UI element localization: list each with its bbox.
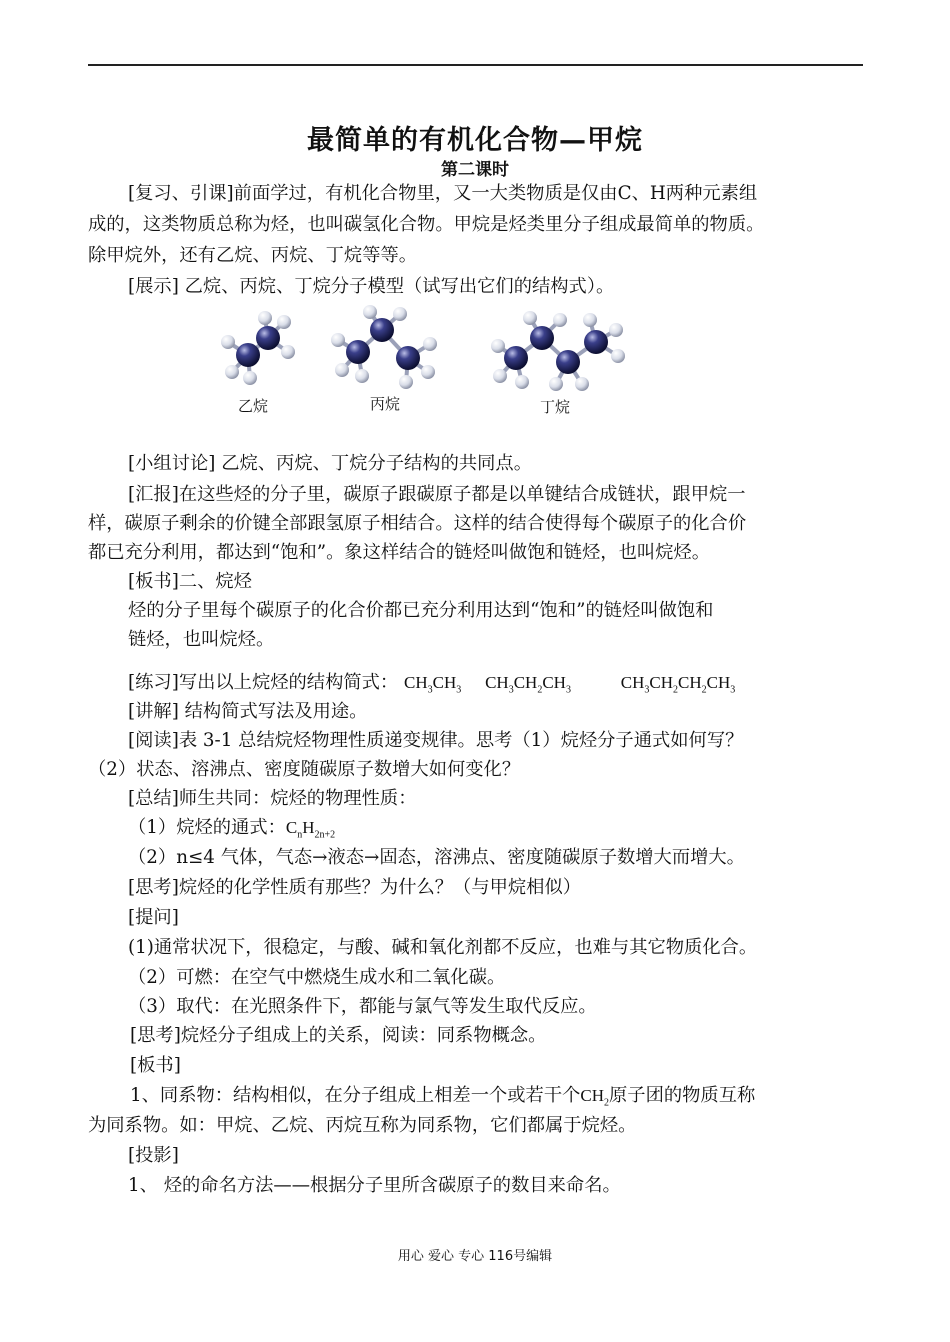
paragraph-physical-trend: （2）n≤4 气体，气态→液态→固态，溶沸点、密度随碳原子数增大而增大。 [128,847,745,868]
paragraph-general-formula: （1）烷烃的通式：$C_nH_{2n+2}$ [128,817,336,841]
paragraph-definition-line1: 烃的分子里每个碳原子的化合价都已充分利用达到“饱和”的链烃叫做饱和 [128,600,714,621]
header-rule [88,64,863,66]
formula-butane: $CH_3CH_2CH_2CH_3$ [620,673,736,696]
ethane-label: 乙烷 [238,397,269,415]
paragraph-think-homolog: [思考]烷烃分子组成上的关系，阅读：同系物概念。 [130,1025,547,1046]
paragraph-board-2: [板书] [130,1055,181,1076]
propane-model [331,305,437,389]
paragraph-substitution: （3）取代：在光照条件下，都能与氯气等发生取代反应。 [128,996,597,1017]
paragraph-reading-line2: （2）状态、溶沸点、密度随碳原子数增大如何变化？ [88,759,521,780]
paragraph-review-line1: [复习、引课]前面学过，有机化合物里，又一大类物质是仅由C、H两种元素组 [128,183,758,204]
formula-propane: $CH_3CH_2CH_3$ [485,673,571,696]
butane-label: 丁烷 [540,398,571,416]
ethane-model [221,311,295,385]
paragraph-definition-line2: 链烃，也叫烷烃。 [128,629,275,650]
paragraph-group-discussion: [小组讨论] 乙烷、丙烷、丁烷分子结构的共同点。 [128,453,532,474]
paragraph-homolog-line1: 1、同系物：结构相似，在分子组成上相差一个或若干个$CH_2$原子团的物质互称 [130,1085,756,1109]
propane-label: 丙烷 [370,395,401,413]
paragraph-report-line2: 样，碳原子剩余的价键全部跟氢原子相结合。这样的结合使得每个碳原子的化合价 [88,513,747,534]
page-subtitle: 第二课时 [441,160,509,180]
paragraph-report-line1: [汇报]在这些烃的分子里，碳原子跟碳原子都是以单键结合成链状，跟甲烷一 [128,484,746,505]
page-footer: 用心 爱心 专心 116号编辑 [397,1249,553,1264]
paragraph-review-line3: 除甲烷外，还有乙烷、丙烷、丁烷等等。 [88,245,418,266]
formula-general: $C_nH_{2n+2}$ [285,818,336,841]
paragraph-homolog-line2: 为同系物。如：甲烷、乙烷、丙烷互称为同系物，它们都属于烷烃。 [88,1115,637,1136]
paragraph-projection: [投影] [128,1145,179,1166]
formula-ch2: $CH_2$ [580,1086,610,1109]
paragraph-reading-line1: [阅读]表 3-1 总结烷烃物理性质递变规律。思考（1）烷烃分子通式如何写？ [128,730,744,751]
paragraph-naming: 1、 烃的命名方法——根据分子里所含碳原子的数目来命名。 [128,1175,621,1196]
paragraph-think-chemical: [思考]烷烃的化学性质有那些？为什么？（与甲烷相似） [128,877,582,898]
page-title: 最简单的有机化合物—甲烷 [307,125,643,156]
paragraph-explanation: [讲解] 结构简式写法及用途。 [128,701,368,722]
paragraph-review-line2: 成的，这类物质总称为烃，也叫碳氢化合物。甲烷是烃类里分子组成最简单的物质。 [88,214,765,235]
butane-model [491,311,625,391]
paragraph-display: [展示] 乙烷、丙烷、丁烷分子模型（试写出它们的结构式）。 [128,276,615,297]
molecule-models [210,300,640,425]
paragraph-summary: [总结]师生共同：烷烃的物理性质： [128,788,417,809]
molecule-models-image [210,300,640,395]
paragraph-report-line3: 都已充分利用，都达到“饱和”。象这样结合的链烃叫做饱和链烃，也叫烷烃。 [88,542,710,563]
paragraph-combustion: （2）可燃：在空气中燃烧生成水和二氧化碳。 [128,967,506,988]
formula-ethane: $CH_3CH_3$ [404,673,462,696]
paragraph-board-alkanes: [板书]二、烷烃 [128,571,252,592]
exercise-text: [练习]写出以上烷烃的结构简式： [128,672,399,693]
paragraph-question: [提问] [128,907,179,928]
paragraph-stability: (1)通常状况下，很稳定，与酸、碱和氧化剂都不反应，也难与其它物质化合。 [128,937,758,958]
